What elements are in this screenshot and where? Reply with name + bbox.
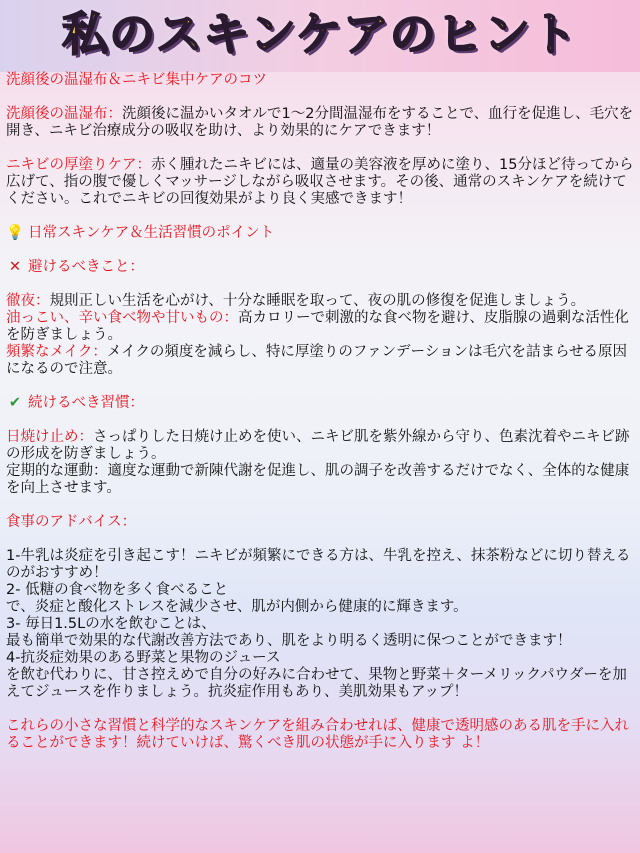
lightbulb-icon: 💡 xyxy=(6,225,25,241)
section-heading: 洗顔後の温湿布＆ニキビ集中ケアのコツ xyxy=(6,72,267,88)
text-warm-compress: 洗顔後に温かいタオルで1〜2分間温湿布をすることで、血行を促進し、毛穴を開き、ニキビ治療成分の吸収を助け、より効果的にケアできます！ xyxy=(6,106,634,139)
daily-heading-text: 日常スキンケア＆生活習慣のポイント xyxy=(28,225,275,241)
paragraph-spot-care xyxy=(6,157,636,208)
avoid-item xyxy=(6,310,636,344)
diet-line: で、炎症と酸化ストレスを減少させ、肌が内側から健康的に輝きます。 xyxy=(6,599,468,615)
keep-heading xyxy=(6,395,636,412)
title-banner xyxy=(0,0,640,72)
avoid-heading-text: 避けるべきこと： xyxy=(28,259,144,275)
keep-item xyxy=(6,429,636,463)
diet-line: 3- 毎日1.5Lの水を飲むことは、 xyxy=(6,616,216,632)
avoid-item-text: メイクの頻度を減らし、特に厚塗りのファンデーションは毛穴を詰まらせる原因になるので注意。 xyxy=(6,344,628,377)
keep-item-text: さっぱりした日焼け止めを使い、ニキビ肌を紫外線から守り、色素沈着やニキビ跡の形成を防ぎましょう。 xyxy=(6,429,630,462)
avoid-item-label: 徹夜： xyxy=(6,293,50,309)
section-heading-daily xyxy=(6,225,636,242)
label-spot-care: ニキビの厚塗りケア： xyxy=(6,157,151,173)
paragraph-warm-compress xyxy=(6,106,636,140)
check-icon: ✔ xyxy=(8,395,22,411)
article-body xyxy=(6,72,636,752)
avoid-item-label: 頻繁なメイク： xyxy=(6,344,107,360)
diet-line: 2- 低糖の食べ物を多く食べること xyxy=(6,582,229,598)
keep-heading-text: 続けるべき習慣： xyxy=(28,395,144,411)
avoid-item-label: 油っこい、辛い食べ物や甘いもの： xyxy=(6,310,238,326)
avoid-heading xyxy=(6,259,636,276)
cross-icon: ✕ xyxy=(8,259,22,275)
diet-line: 最も簡単で効果的な代謝改善方法であり、肌をより明るく透明に保つことができます！ xyxy=(6,633,572,649)
page-title: 私のスキンケアのヒント xyxy=(62,7,578,61)
avoid-item-text: 高カロリーで刺激的な食べ物を避け、皮脂腺の過剰な活性化を防ぎましょう。 xyxy=(6,310,629,343)
avoid-item xyxy=(6,293,636,310)
avoid-item-text: 規則正しい生活を心がけ、十分な睡眠を取って、夜の肌の修復を促進しましょう。 xyxy=(49,293,586,309)
avoid-item xyxy=(6,344,636,378)
keep-item: 定期的な運動：適度な運動で新陳代謝を促進し、肌の調子を改善するだけでなく、全体的な健康を向上させます。 xyxy=(6,463,630,496)
text-spot-care: 赤く腫れたニキビには、適量の美容液を厚めに塗り、15分ほど待ってから広げて、指の腹で優しくマッサージしながら吸収させます。その後、通常のスキンケアを続けてください。これでニキビの回復効果がより良く実感できます！ xyxy=(6,157,634,207)
diet-line: 4-抗炎症効果のある野菜と果物のジュース xyxy=(6,650,281,666)
diet-line: 1-牛乳は炎症を引き起こす！ニキビが頻繁にできる方は、牛乳を控え、抹茶粉などに切り替えるのがおすすめ！ xyxy=(6,548,631,581)
diet-heading: 食事のアドバイス： xyxy=(6,514,137,530)
keep-item-label: 日焼け止め： xyxy=(6,429,93,445)
label-warm-compress: 洗顔後の温湿布： xyxy=(6,106,122,122)
diet-line: を飲む代わりに、甘さ控えめで自分の好みに合わせて、果物と野菜＋ターメリックパウダーを加えてジュースを作りましょう。抗炎症作用もあり、美肌効果もアップ！ xyxy=(6,667,627,700)
closing-text: これらの小さな習慣と科学的なスキンケアを組み合わせれば、健康で透明感のある肌を手に入れることができます！続けていけば、驚くべき肌の状態が手に入ります よ！ xyxy=(6,718,630,751)
